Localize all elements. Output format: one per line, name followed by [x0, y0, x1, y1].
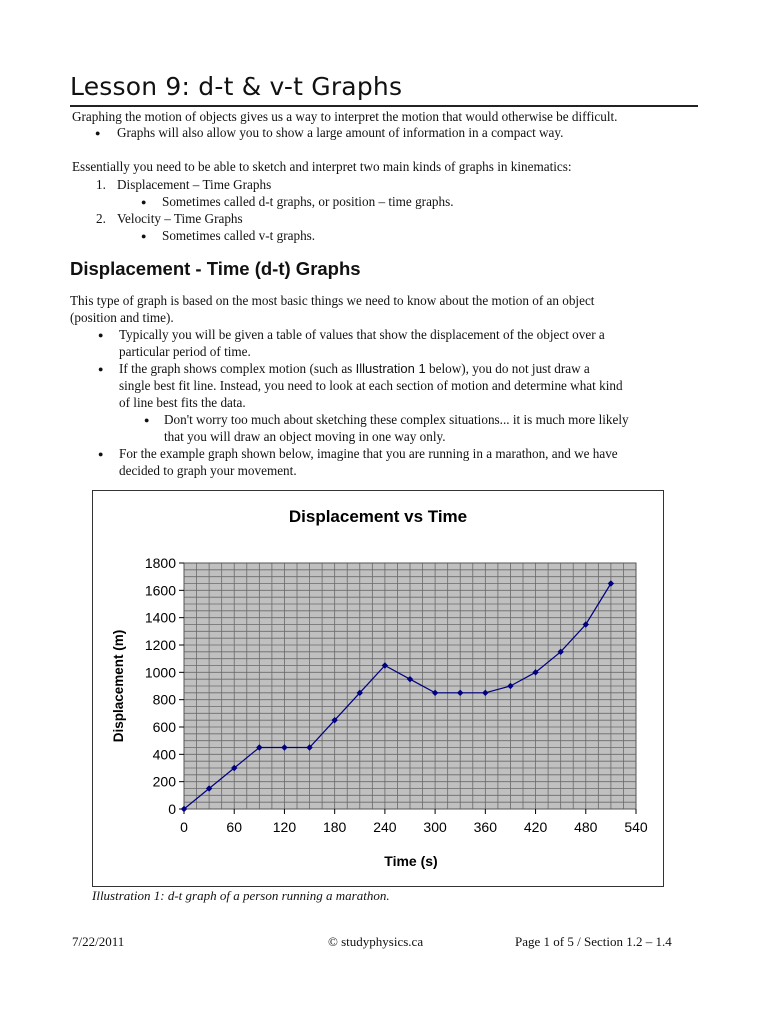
- bullet-icon: ●: [141, 231, 147, 241]
- bullet-icon: ●: [144, 415, 150, 425]
- bullet-icon: ●: [98, 330, 104, 340]
- x-tick-label: 0: [180, 819, 188, 835]
- list-subitem: Sometimes called d-t graphs, or position – time graphs.: [162, 194, 454, 209]
- x-tick-label: 540: [624, 819, 648, 835]
- x-tick-label: 480: [574, 819, 598, 835]
- sub-bullet-text: Don't worry too much about sketching these complex situations... it is much more likely: [164, 412, 629, 427]
- bullet-text: single best fit line. Instead, you need to look at each section of motion and determine what kind: [119, 378, 623, 393]
- bullet-text: For the example graph shown below, imagine that you are running in a marathon, and we have: [119, 446, 618, 461]
- kinds-lead: Essentially you need to be able to sketch and interpret two main kinds of graphs in kinematics:: [72, 159, 572, 174]
- bullet-text: Typically you will be given a table of values that show the displacement of the object over a: [119, 327, 605, 342]
- bullet-text: of line best fits the data.: [119, 395, 246, 410]
- list-item: Velocity – Time Graphs: [117, 211, 243, 226]
- x-tick-label: 300: [423, 819, 447, 835]
- bullet-text: decided to graph your movement.: [119, 463, 297, 478]
- illustration-ref: Illustration 1: [355, 361, 426, 376]
- intro-bullet: Graphs will also allow you to show a large amount of information in a compact way.: [117, 125, 564, 140]
- y-tick-label: 0: [168, 801, 176, 817]
- list-item: Displacement – Time Graphs: [117, 177, 272, 192]
- displacement-time-chart: [93, 491, 663, 886]
- chart-frame: [92, 490, 664, 887]
- x-tick-label: 240: [373, 819, 397, 835]
- bullet-text: particular period of time.: [119, 344, 251, 359]
- x-tick-label: 360: [473, 819, 498, 835]
- x-tick-label: 180: [322, 819, 347, 835]
- list-subitem: Sometimes called v-t graphs.: [162, 228, 316, 243]
- footer-date: 7/22/2011: [72, 934, 125, 949]
- y-tick-label: 1000: [144, 664, 176, 681]
- section-heading: Displacement - Time (d-t) Graphs: [70, 258, 361, 279]
- y-axis-label: Displacement (m): [111, 629, 126, 743]
- footer-site: © studyphysics.ca: [328, 934, 424, 949]
- intro-text: Graphing the motion of objects gives us a way to interpret the motion that would otherwise be difficult.: [72, 109, 618, 124]
- bullet-icon: ●: [95, 128, 101, 138]
- y-tick-label: 1600: [144, 582, 176, 599]
- x-tick-label: 420: [523, 819, 548, 835]
- y-tick-label: 800: [152, 691, 176, 708]
- bullet-icon: ●: [98, 364, 104, 374]
- sub-bullet-text: that you will draw an object moving in one way only.: [164, 429, 446, 444]
- chart-title: Displacement vs Time: [288, 507, 468, 526]
- list-number: 2.: [96, 211, 106, 226]
- page-title: Lesson 9: d-t & v-t Graphs: [70, 72, 403, 101]
- x-tick-label: 120: [272, 819, 297, 835]
- plot-area: [145, 555, 648, 835]
- x-tick-label: 60: [226, 819, 243, 835]
- list-number: 1.: [96, 177, 106, 192]
- y-tick-label: 1200: [144, 637, 176, 653]
- y-tick-label: 600: [152, 719, 176, 735]
- y-tick-label: 1400: [144, 609, 176, 626]
- x-axis-label: Time (s): [384, 853, 438, 869]
- bullet-text: [119, 360, 590, 377]
- footer-page: Page 1 of 5 / Section 1.2 – 1.4: [515, 934, 672, 949]
- bullet-icon: ●: [98, 449, 104, 459]
- y-tick-label: 1800: [144, 555, 176, 571]
- figure-caption: Illustration 1: d-t graph of a person running a marathon.: [92, 888, 390, 903]
- bullet-text-part: If the graph shows complex motion (such as: [119, 361, 356, 376]
- y-tick-label: 400: [152, 746, 176, 763]
- section-paragraph: This type of graph is based on the most basic things we need to know about the motion of an object: [70, 293, 595, 308]
- y-tick-label: 200: [152, 773, 176, 790]
- bullet-text-part: below), you do not just draw a: [425, 361, 590, 376]
- section-paragraph: (position and time).: [70, 310, 174, 325]
- title-divider: [70, 105, 698, 107]
- bullet-icon: ●: [141, 197, 147, 207]
